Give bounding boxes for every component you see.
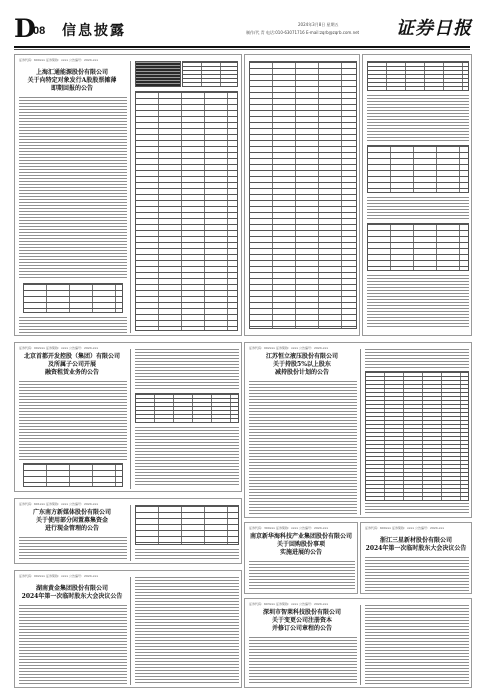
article-8-headline-line-2: 关于变更公司注册资本	[271, 617, 332, 624]
article-text	[249, 561, 355, 591]
data-table	[135, 505, 239, 545]
article-1-headline-line-3: 即期回报的公告	[50, 85, 93, 92]
stock-code-line: 证券代码：300xxx 证券简称：xxxx 公告编号：2024-xxx	[249, 526, 329, 530]
article-3-headline-line-2: 关于持股5%以上股东	[273, 361, 331, 368]
page-number: 08	[33, 25, 46, 37]
article-block-1-right	[362, 54, 472, 336]
article-text	[19, 605, 127, 685]
stock-code-line: 证券代码：002xxx 证券简称：xxxx 公告编号：2024-xxx	[19, 574, 99, 578]
header-rule	[14, 46, 470, 48]
article-text	[19, 537, 127, 561]
article-4-headline-line-1: 广东南方新媒体股份有限公司	[32, 509, 111, 516]
data-table	[23, 463, 123, 487]
stock-code-line: 证券代码：600xxx 证券简称：xxxx 公告编号：2024-xxx	[365, 526, 445, 530]
article-text	[367, 197, 469, 219]
article-text	[365, 503, 469, 515]
article-5-headline-line-2: 关于回购股份事项	[276, 541, 325, 548]
article-block-8	[244, 598, 472, 688]
article-text	[19, 317, 127, 333]
article-block-3	[244, 342, 472, 518]
article-block-5	[244, 522, 358, 594]
article-5-headline-line-1: 南京新华海科技产业集团股份有限公司	[249, 533, 352, 540]
article-4-headline-line-3: 进行现金管理的公告	[44, 525, 99, 532]
article-2-headline-line-1: 北京首都开发控股（集团）有限公司	[23, 353, 120, 360]
stock-code-line: 证券代码：002xxx 证券简称：xxxx 公告编号：2024-xxx	[249, 346, 329, 350]
article-text	[135, 349, 239, 389]
article-text	[249, 381, 357, 515]
section-letter: D	[14, 14, 36, 43]
page-header	[14, 12, 474, 50]
article-text	[367, 95, 469, 141]
article-block-4	[14, 498, 242, 564]
data-table	[23, 283, 123, 313]
article-text	[367, 275, 469, 329]
paper-logo: 证券日报	[396, 18, 472, 39]
column-divider	[130, 577, 131, 685]
article-3-headline-line-3: 减持股份计划的公告	[274, 369, 329, 376]
article-2-headline-line-3: 融资租赁业务的公告	[44, 369, 99, 376]
article-8-headline-line-3: 并修订公司章程的公告	[271, 625, 332, 632]
column-divider	[360, 349, 361, 515]
article-block-1-continued	[244, 54, 360, 336]
header-rule-thin	[14, 49, 470, 50]
article-1-headline-line-1: 上海汇通能源股份有限公司	[35, 69, 108, 76]
data-table	[367, 61, 469, 91]
article-4-headline-line-2: 关于使用部分闲置募集资金	[35, 517, 108, 524]
data-table	[367, 223, 469, 271]
article-6-headline-line-2: 2024年第一次临时股东大会决议公告	[365, 545, 467, 552]
data-table	[367, 145, 469, 193]
column-divider	[130, 61, 131, 333]
article-text	[19, 381, 127, 461]
article-3-headline-line-1: 江苏恒立液压股份有限公司	[265, 353, 338, 360]
data-table	[135, 91, 238, 331]
article-2-headline-line-2: 及所属子公司开展	[47, 361, 96, 368]
article-text	[249, 637, 357, 685]
stock-code-line: 证券代码：002xxx 证券简称：xxxx 公告编号：2024-xxx	[19, 346, 99, 350]
data-table	[135, 393, 239, 423]
article-block-2	[14, 342, 242, 492]
article-block-1	[14, 54, 242, 336]
article-7-headline-line-1: 湖南黄金集团股份有限公司	[35, 585, 108, 592]
article-7-headline-line-2: 2024年第一次临时股东大会决议公告	[21, 593, 123, 600]
article-text	[365, 349, 469, 369]
column-divider	[130, 505, 131, 561]
article-text	[19, 97, 127, 279]
article-text	[135, 549, 239, 561]
article-text	[365, 557, 469, 591]
section-title: 信息披露	[62, 23, 126, 39]
column-divider	[130, 349, 131, 489]
issue-date: 2024年3月8日 星期五	[298, 22, 339, 27]
article-text	[135, 577, 239, 685]
article-8-headline-line-1: 深圳市智莱科技股份有限公司	[262, 609, 341, 616]
data-table	[365, 371, 469, 501]
article-1-headline-line-2: 关于向特定对象发行A股股票摊薄	[27, 77, 117, 84]
article-text	[135, 427, 239, 487]
article-block-6	[360, 522, 472, 594]
column-divider	[360, 605, 361, 685]
data-table	[182, 61, 238, 87]
stock-code-line: 证券代码：601xxx 证券简称：xxxx 公告编号：2024-xxx	[19, 502, 99, 506]
article-text	[365, 605, 469, 685]
stock-code-line: 证券代码：600xxx 证券简称：xxxx 公告编号：2024-xxx	[19, 58, 99, 62]
editor-info: 制作/代 青 电话:010-63071716 E-mail:zqrb@zqrb.com.net	[246, 30, 360, 35]
dark-table	[135, 61, 181, 87]
data-table	[249, 61, 357, 329]
stock-code-line: 证券代码：603xxx 证券简称：xxxx 公告编号：2024-xxx	[249, 602, 329, 606]
article-5-headline-line-3: 实施进展的公告	[279, 549, 322, 556]
article-block-7	[14, 570, 242, 688]
article-6-headline-line-1: 浙江三星新材股份有限公司	[379, 537, 452, 544]
